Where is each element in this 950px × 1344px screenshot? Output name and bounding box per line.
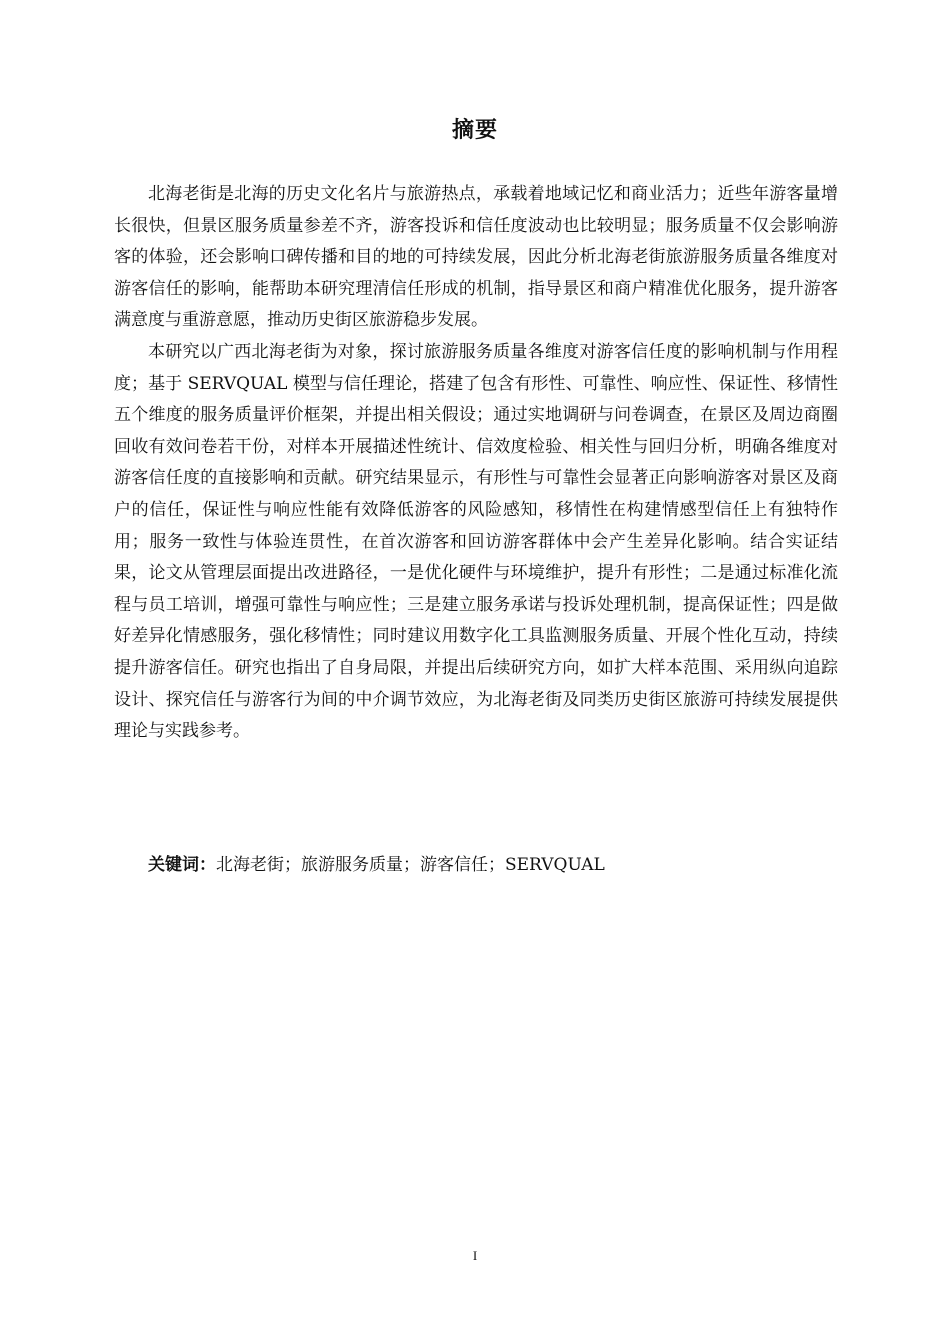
keywords-line — [148, 849, 838, 881]
abstract-paragraph-1: 北海老街是北海的历史文化名片与旅游热点，承载着地域记忆和商业活力；近些年游客量增长很快，但景区服务质量参差不齐，游客投诉和信任度波动也比较明显；服务质量不仅会影响游客的体验，还会影响口碑传播和目的地的可持续发展，因此分析北海老街旅游服务质量各维度对游客信任的影响，能帮助本研究理清信任形成的机制，指导景区和商户精准优化服务，提升游客满意度与重游意愿，推动历史街区旅游稳步发展。 — [114, 184, 838, 331]
page-title: 摘要 — [451, 118, 498, 143]
keywords-label: 关键词： — [148, 855, 216, 875]
abstract-paragraph-2: 本研究以广西北海老街为对象，探讨旅游服务质量各维度对游客信任度的影响机制与作用程度；基于 SERVQUAL 模型与信任理论，搭建了包含有形性、可靠性、响应性、保证性、移情性五个维度的服务质量评价框架，并提出相关假设；通过实地调研与问卷调查，在景区及周边商圈回收有效问卷若干份，对样本开展描述性统计、信效度检验、相关性与回归分析，明确各维度对游客信任度的直接影响和贡献。研究结果显示，有形性与可靠性会显著正向影响游客对景区及商户的信任，保证性与响应性能有效降低游客的风险感知，移情性在构建情感型信任上有独特作用；服务一致性与体验连贯性，在首次游客和回访游客群体中会产生差异化影响。结合实证结果，论文从管理层面提出改进路径，一是优化硬件与环境维护，提升有形性；二是通过标准化流程与员工培训，增强可靠性与响应性；三是建立服务承诺与投诉处理机制，提高保证性；四是做好差异化情感服务，强化移情性；同时建议用数字化工具监测服务质量、开展个性化互动，持续提升游客信任。研究也指出了自身局限，并提出后续研究方向，如扩大样本范围、采用纵向追踪设计、探究信任与游客行为间的中介调节效应，为北海老街及同类历史街区旅游可持续发展提供理论与实践参考。 — [114, 341, 838, 742]
abstract-body — [114, 179, 838, 748]
page-number: I — [472, 1248, 478, 1263]
keywords-value: 北海老街；旅游服务质量；游客信任；SERVQUAL — [216, 855, 605, 875]
